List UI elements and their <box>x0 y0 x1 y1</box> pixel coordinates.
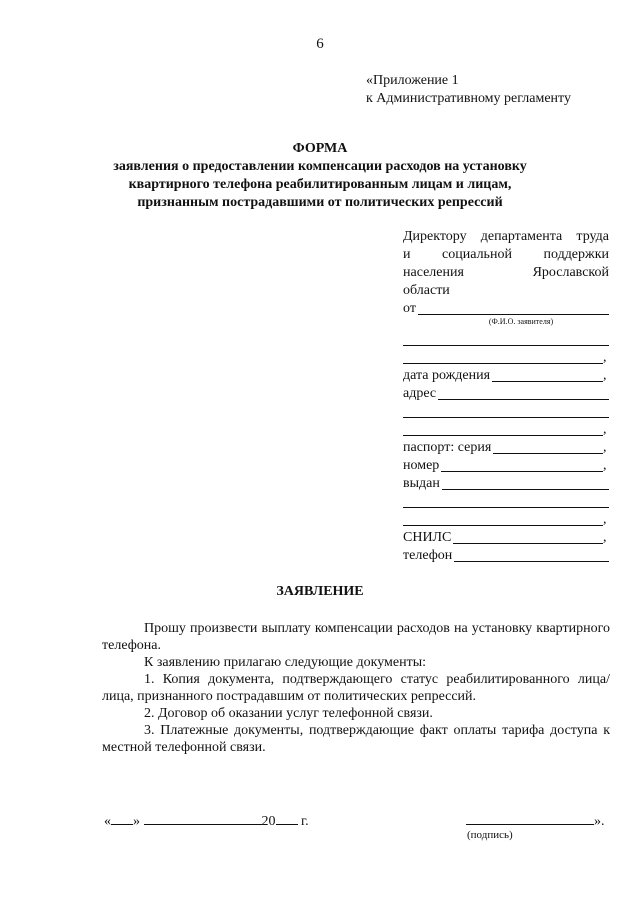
addressee-block <box>403 228 609 565</box>
paragraph-item-2: 2. Договор об оказании услуг телефонной связи. <box>144 706 433 721</box>
issued-field-2[interactable] <box>403 494 609 508</box>
year-suffix: г. <box>301 814 309 829</box>
birth-date-field[interactable] <box>492 368 603 382</box>
address-cont-row-2: , <box>403 421 609 439</box>
year-field[interactable] <box>276 812 298 825</box>
appendix-line-2: к Административному регламенту <box>366 91 571 106</box>
applicant-name-field-3[interactable] <box>403 350 603 364</box>
appendix-line-1: «Приложение 1 <box>366 73 459 88</box>
form-title <box>100 140 540 212</box>
issued-cont-row-2: , <box>403 511 609 529</box>
addressee-line-3: населения Ярославской <box>403 265 609 280</box>
issued-field-3[interactable] <box>403 512 603 526</box>
phone-field[interactable] <box>454 548 609 562</box>
from-label: от <box>403 301 416 316</box>
snils-field[interactable] <box>453 530 603 544</box>
snils-row: СНИЛС , <box>403 530 607 545</box>
name-cont-row-2: , <box>403 349 609 367</box>
date-line: « » 20 г. <box>104 814 309 829</box>
paragraph-item-3: 3. Платежные документы, подтверждающие факт оплаты тарифа доступа к местной телефонной связи. <box>102 723 610 755</box>
address-cont-row <box>403 403 609 421</box>
passport-number-field[interactable] <box>441 458 603 472</box>
appendix-note <box>366 72 571 108</box>
passport-number-label: номер <box>403 458 440 473</box>
paragraph-request: Прошу произвести выплату компенсации расходов на установку квартирного телефона. <box>102 621 610 653</box>
issued-row <box>403 475 609 493</box>
from-field-row <box>403 300 609 318</box>
applicant-name-field-2[interactable] <box>403 332 609 346</box>
fio-caption: (Ф.И.О. заявителя) <box>488 317 554 326</box>
form-title-line-1: ФОРМА <box>292 141 348 156</box>
birth-date-row: дата рождения , <box>403 368 607 383</box>
paragraph-item-1: 1. Копия документа, подтверждающего статус реабилитированного лица/ лица, признанного пострадавшим от политических репрессий. <box>102 672 610 704</box>
addressee-line-1: Директору департамента труда <box>403 229 609 244</box>
issued-field[interactable] <box>442 476 609 490</box>
page-number: 6 <box>316 36 324 52</box>
phone-label: телефон <box>403 548 453 563</box>
address-field[interactable] <box>438 386 609 400</box>
address-label: адрес <box>403 386 437 401</box>
application-title: ЗАЯВЛЕНИЕ <box>276 584 364 599</box>
addressee-line-2: и социальной поддержки <box>403 247 609 262</box>
phone-row <box>403 547 609 565</box>
form-title-line-3: квартирного телефона реабилитированным лицам и лицам, <box>128 177 512 192</box>
passport-series-row: паспорт: серия , <box>403 440 607 455</box>
applicant-name-field[interactable] <box>418 301 609 315</box>
signature-caption: (подпись) <box>467 829 513 841</box>
year-prefix: 20 <box>261 814 276 829</box>
addressee-line-4: области <box>403 283 450 298</box>
name-cont-row <box>403 331 609 349</box>
day-field[interactable] <box>111 812 133 825</box>
passport-series-label: паспорт: серия <box>403 440 492 455</box>
application-body <box>102 620 610 756</box>
address-field-2[interactable] <box>403 404 609 418</box>
form-title-line-2: заявления о предоставлении компенсации расходов на установку <box>113 159 527 174</box>
month-field[interactable] <box>144 812 262 825</box>
passport-number-row: номер , <box>403 458 607 473</box>
issued-cont-row <box>403 493 609 511</box>
issued-label: выдан <box>403 476 440 491</box>
signature-field[interactable] <box>466 812 594 825</box>
signature-line: ». <box>466 812 605 830</box>
birth-date-label: дата рождения <box>403 368 491 383</box>
address-field-3[interactable] <box>403 422 603 436</box>
paragraph-attachments: К заявлению прилагаю следующие документы: <box>144 655 427 670</box>
address-row <box>403 385 609 403</box>
passport-series-field[interactable] <box>493 440 603 454</box>
form-title-line-4: признанным пострадавшими от политических репрессий <box>137 195 503 210</box>
snils-label: СНИЛС <box>403 530 452 545</box>
